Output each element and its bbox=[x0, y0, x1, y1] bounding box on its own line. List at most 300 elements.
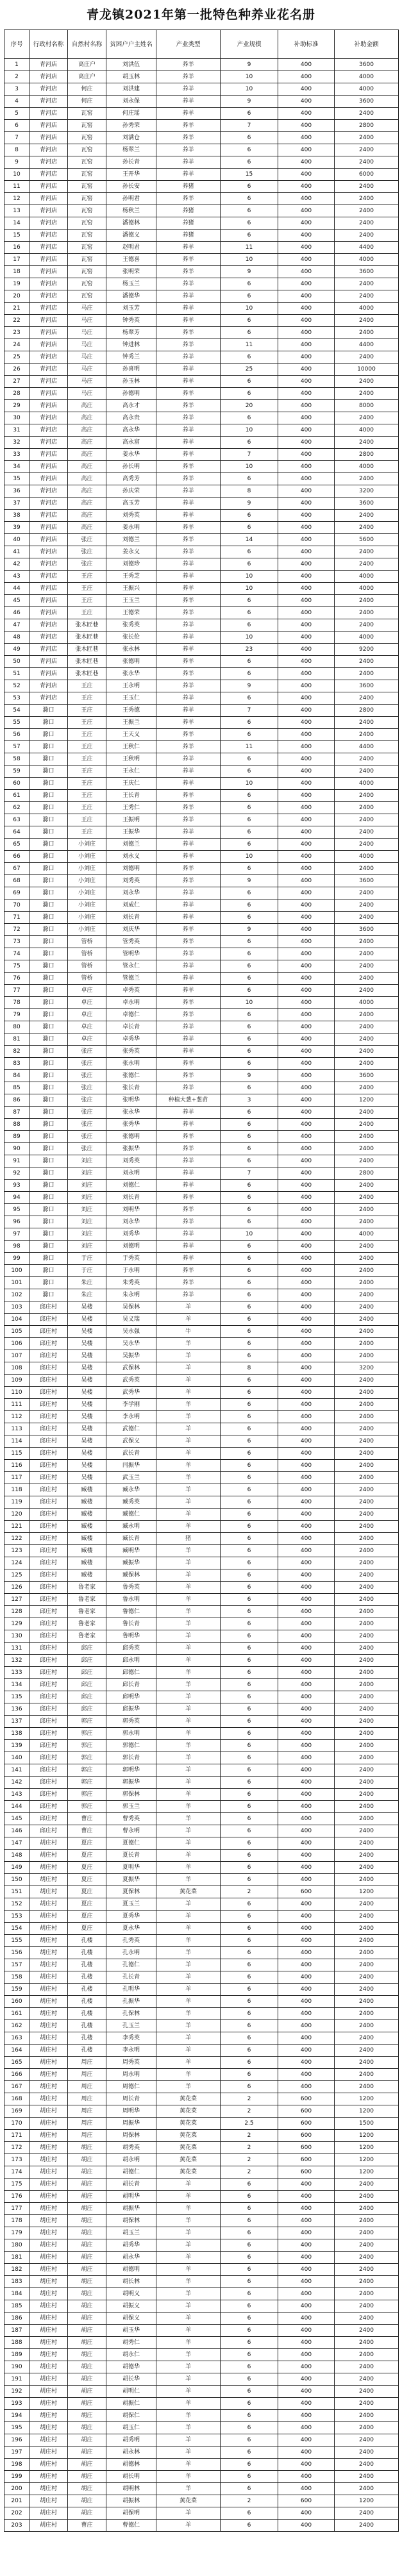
cell-index: 44 bbox=[4, 583, 29, 595]
cell-amount: 3600 bbox=[335, 59, 399, 71]
cell-village: 青河店 bbox=[29, 437, 68, 449]
cell-hamlet: 邱庄 bbox=[68, 1667, 106, 1679]
cell-scale: 6 bbox=[221, 437, 278, 449]
cell-scale: 6 bbox=[221, 2410, 278, 2422]
cell-type: 养羊 bbox=[156, 558, 221, 571]
cell-standard: 400 bbox=[278, 1021, 335, 1033]
cell-amount: 1200 bbox=[335, 2166, 399, 2179]
cell-household: 武秀华 bbox=[106, 1387, 156, 1399]
cell-scale: 6 bbox=[221, 1740, 278, 1752]
cell-scale: 6 bbox=[221, 765, 278, 778]
cell-scale: 6 bbox=[221, 985, 278, 997]
cell-standard: 400 bbox=[278, 315, 335, 327]
cell-index: 28 bbox=[4, 388, 29, 400]
cell-household: 胡德明 bbox=[106, 2264, 156, 2276]
cell-household: 卓长青 bbox=[106, 1021, 156, 1033]
cell-village: 胡庄村 bbox=[29, 2081, 68, 2093]
cell-village: 青河店 bbox=[29, 412, 68, 424]
cell-household: 吴振华 bbox=[106, 1350, 156, 1362]
cell-index: 82 bbox=[4, 1046, 29, 1058]
cell-type: 养羊 bbox=[156, 522, 221, 534]
cell-scale: 6 bbox=[221, 327, 278, 339]
cell-type: 养羊 bbox=[156, 339, 221, 351]
cell-village: 胡庄村 bbox=[29, 2069, 68, 2081]
cell-index: 200 bbox=[4, 2483, 29, 2495]
cell-household: 刘成仁 bbox=[106, 899, 156, 912]
cell-standard: 400 bbox=[278, 1582, 335, 1594]
table-row bbox=[4, 631, 399, 644]
cell-scale: 6 bbox=[221, 1618, 278, 1630]
cell-hamlet: 周庄 bbox=[68, 2130, 106, 2142]
cell-amount: 2400 bbox=[335, 1496, 399, 1509]
cell-amount: 2400 bbox=[335, 753, 399, 765]
cell-amount: 4000 bbox=[335, 778, 399, 790]
table-row bbox=[4, 217, 399, 230]
cell-household: 臧明华 bbox=[106, 1545, 156, 1557]
cell-amount: 2400 bbox=[335, 546, 399, 558]
cell-amount: 2400 bbox=[335, 1996, 399, 2008]
cell-village: 青河店 bbox=[29, 692, 68, 705]
cell-hamlet: 胡庄 bbox=[68, 2495, 106, 2507]
cell-household: 吴保林 bbox=[106, 1301, 156, 1314]
cell-scale: 6 bbox=[221, 2373, 278, 2386]
cell-amount: 2400 bbox=[335, 887, 399, 899]
cell-type: 羊 bbox=[156, 1338, 221, 1350]
cell-standard: 400 bbox=[278, 2483, 335, 2495]
table-row bbox=[4, 290, 399, 303]
cell-amount: 3600 bbox=[335, 96, 399, 108]
cell-type: 养羊 bbox=[156, 1241, 221, 1253]
cell-household: 郭永明 bbox=[106, 1728, 156, 1740]
cell-household: 郭德仁 bbox=[106, 1740, 156, 1752]
cell-standard: 400 bbox=[278, 2398, 335, 2410]
cell-type: 养羊 bbox=[156, 351, 221, 364]
cell-village: 胡庄村 bbox=[29, 2459, 68, 2471]
cell-scale: 6 bbox=[221, 802, 278, 814]
table-row bbox=[4, 266, 399, 278]
cell-scale: 6 bbox=[221, 1009, 278, 1021]
cell-village: 胡庄村 bbox=[29, 2105, 68, 2118]
cell-household: 夏长青 bbox=[106, 1850, 156, 1862]
cell-amount: 3600 bbox=[335, 1070, 399, 1082]
table-row bbox=[4, 2313, 399, 2325]
cell-household: 胡德华 bbox=[106, 2361, 156, 2373]
cell-scale: 9 bbox=[221, 59, 278, 71]
cell-standard: 400 bbox=[278, 1655, 335, 1667]
cell-standard: 400 bbox=[278, 1314, 335, 1326]
cell-index: 153 bbox=[4, 1911, 29, 1923]
table-row bbox=[4, 2008, 399, 2020]
cell-type: 养羊 bbox=[156, 851, 221, 863]
cell-amount: 2400 bbox=[335, 2325, 399, 2337]
cell-type: 养羊 bbox=[156, 376, 221, 388]
table-row bbox=[4, 498, 399, 510]
cell-hamlet: 邱庄 bbox=[68, 1679, 106, 1691]
cell-standard: 400 bbox=[278, 1521, 335, 1533]
cell-standard: 400 bbox=[278, 2373, 335, 2386]
cell-amount: 2400 bbox=[335, 2422, 399, 2434]
cell-amount: 2800 bbox=[335, 120, 399, 132]
cell-amount: 2400 bbox=[335, 1423, 399, 1435]
cell-standard: 400 bbox=[278, 1740, 335, 1752]
table-row bbox=[4, 1033, 399, 1046]
cell-scale: 15 bbox=[221, 169, 278, 181]
cell-hamlet: 胡庄 bbox=[68, 2215, 106, 2227]
cell-type: 羊 bbox=[156, 1594, 221, 1606]
cell-standard: 400 bbox=[278, 924, 335, 936]
cell-amount: 2400 bbox=[335, 2349, 399, 2361]
cell-standard: 400 bbox=[278, 1850, 335, 1862]
cell-type: 羊 bbox=[156, 2325, 221, 2337]
cell-standard: 400 bbox=[278, 388, 335, 400]
cell-hamlet: 吴楼 bbox=[68, 1314, 106, 1326]
cell-scale: 9 bbox=[221, 875, 278, 887]
cell-hamlet: 鲁老家 bbox=[68, 1594, 106, 1606]
cell-index: 20 bbox=[4, 290, 29, 303]
cell-scale: 6 bbox=[221, 2045, 278, 2057]
cell-amount: 2400 bbox=[335, 619, 399, 631]
cell-village: 胡庄村 bbox=[29, 2264, 68, 2276]
cell-scale: 6 bbox=[221, 290, 278, 303]
cell-type: 羊 bbox=[156, 1911, 221, 1923]
cell-village: 滁口 bbox=[29, 753, 68, 765]
cell-hamlet: 高庄 bbox=[68, 461, 106, 473]
cell-standard: 400 bbox=[278, 1058, 335, 1070]
cell-household: 武德仁 bbox=[106, 1423, 156, 1435]
cell-hamlet: 张庄 bbox=[68, 1131, 106, 1143]
cell-hamlet: 臧楼 bbox=[68, 1545, 106, 1557]
cell-hamlet: 孔楼 bbox=[68, 2008, 106, 2020]
cell-scale: 6 bbox=[221, 2520, 278, 2532]
cell-amount: 2400 bbox=[335, 1545, 399, 1557]
cell-type: 羊 bbox=[156, 1655, 221, 1667]
cell-scale: 6 bbox=[221, 205, 278, 217]
cell-hamlet: 胡庄 bbox=[68, 2361, 106, 2373]
cell-amount: 1500 bbox=[335, 2118, 399, 2130]
cell-village: 滁口 bbox=[29, 1204, 68, 1216]
cell-standard: 400 bbox=[278, 1094, 335, 1107]
cell-hamlet: 马庄 bbox=[68, 327, 106, 339]
cell-standard: 400 bbox=[278, 2045, 335, 2057]
cell-household: 刘长青 bbox=[106, 912, 156, 924]
cell-index: 59 bbox=[4, 765, 29, 778]
cell-index: 129 bbox=[4, 1618, 29, 1630]
cell-type: 养羊 bbox=[156, 108, 221, 120]
cell-amount: 2400 bbox=[335, 2276, 399, 2288]
cell-village: 滁口 bbox=[29, 1155, 68, 1167]
cell-standard: 400 bbox=[278, 1399, 335, 1411]
table-row bbox=[4, 534, 399, 546]
cell-hamlet: 刘庄 bbox=[68, 1155, 106, 1167]
cell-amount: 2400 bbox=[335, 1009, 399, 1021]
cell-household: 李学刚 bbox=[106, 1399, 156, 1411]
cell-index: 105 bbox=[4, 1326, 29, 1338]
cell-scale: 6 bbox=[221, 1435, 278, 1448]
table-row bbox=[4, 2045, 399, 2057]
cell-standard: 400 bbox=[278, 1764, 335, 1777]
cell-index: 182 bbox=[4, 2264, 29, 2276]
cell-hamlet: 瓦窑 bbox=[68, 254, 106, 266]
table-row bbox=[4, 1155, 399, 1167]
cell-village: 胡庄村 bbox=[29, 2118, 68, 2130]
cell-standard: 400 bbox=[278, 327, 335, 339]
cell-index: 138 bbox=[4, 1728, 29, 1740]
cell-hamlet: 郭庄 bbox=[68, 1716, 106, 1728]
cell-index: 176 bbox=[4, 2191, 29, 2203]
table-row bbox=[4, 1265, 399, 1277]
cell-scale: 6 bbox=[221, 1752, 278, 1764]
cell-standard: 400 bbox=[278, 778, 335, 790]
cell-index: 81 bbox=[4, 1033, 29, 1046]
cell-amount: 2400 bbox=[335, 985, 399, 997]
cell-scale: 6 bbox=[221, 1874, 278, 1886]
cell-scale: 6 bbox=[221, 1277, 278, 1289]
cell-scale: 6 bbox=[221, 1509, 278, 1521]
cell-scale: 9 bbox=[221, 924, 278, 936]
table-row bbox=[4, 1862, 399, 1874]
table-row bbox=[4, 1533, 399, 1545]
cell-type: 养羊 bbox=[156, 1265, 221, 1277]
cell-village: 胡庄村 bbox=[29, 2154, 68, 2166]
cell-scale: 10 bbox=[221, 778, 278, 790]
cell-index: 120 bbox=[4, 1509, 29, 1521]
cell-type: 养羊 bbox=[156, 1216, 221, 1228]
cell-standard: 400 bbox=[278, 1533, 335, 1545]
cell-household: 刘秀华 bbox=[106, 1228, 156, 1241]
cell-index: 111 bbox=[4, 1399, 29, 1411]
cell-scale: 10 bbox=[221, 71, 278, 83]
cell-hamlet: 周庄 bbox=[68, 2069, 106, 2081]
cell-household: 朱秀英 bbox=[106, 1277, 156, 1289]
cell-amount: 2400 bbox=[335, 1387, 399, 1399]
cell-type: 羊 bbox=[156, 2227, 221, 2239]
cell-scale: 6 bbox=[221, 2313, 278, 2325]
cell-scale: 2 bbox=[221, 2495, 278, 2507]
table-row bbox=[4, 802, 399, 814]
cell-village: 滁口 bbox=[29, 814, 68, 826]
cell-type: 羊 bbox=[156, 1582, 221, 1594]
table-row bbox=[4, 254, 399, 266]
cell-standard: 400 bbox=[278, 741, 335, 753]
cell-amount: 1200 bbox=[335, 1094, 399, 1107]
cell-standard: 400 bbox=[278, 863, 335, 875]
cell-hamlet: 鲁老家 bbox=[68, 1618, 106, 1630]
cell-hamlet: 鲁老家 bbox=[68, 1582, 106, 1594]
cell-amount: 2400 bbox=[335, 2215, 399, 2227]
cell-index: 135 bbox=[4, 1691, 29, 1703]
cell-type: 养羊 bbox=[156, 315, 221, 327]
cell-scale: 6 bbox=[221, 2191, 278, 2203]
cell-scale: 6 bbox=[221, 1033, 278, 1046]
cell-standard: 400 bbox=[278, 1082, 335, 1094]
cell-scale: 6 bbox=[221, 863, 278, 875]
cell-household: 王振兴 bbox=[106, 583, 156, 595]
table-row bbox=[4, 1801, 399, 1813]
cell-index: 152 bbox=[4, 1898, 29, 1911]
cell-index: 183 bbox=[4, 2276, 29, 2288]
cell-index: 80 bbox=[4, 1021, 29, 1033]
cell-hamlet: 邱庄 bbox=[68, 1655, 106, 1667]
cell-village: 滁口 bbox=[29, 875, 68, 887]
cell-hamlet: 吴楼 bbox=[68, 1411, 106, 1423]
cell-scale: 8 bbox=[221, 485, 278, 498]
table-row bbox=[4, 1618, 399, 1630]
cell-household: 刘玉芳 bbox=[106, 303, 156, 315]
cell-index: 56 bbox=[4, 729, 29, 741]
table-row bbox=[4, 2410, 399, 2422]
cell-index: 171 bbox=[4, 2130, 29, 2142]
cell-scale: 6 bbox=[221, 2215, 278, 2227]
cell-scale: 6 bbox=[221, 2227, 278, 2239]
cell-scale: 6 bbox=[221, 1058, 278, 1070]
cell-village: 青河店 bbox=[29, 193, 68, 205]
cell-standard: 400 bbox=[278, 339, 335, 351]
cell-village: 滁口 bbox=[29, 1107, 68, 1119]
cell-type: 黄花菜 bbox=[156, 2130, 221, 2142]
cell-hamlet: 胡庄 bbox=[68, 2288, 106, 2300]
cell-hamlet: 刘庄 bbox=[68, 1204, 106, 1216]
table-row bbox=[4, 2154, 399, 2166]
cell-household: 张永华 bbox=[106, 1107, 156, 1119]
cell-amount: 2400 bbox=[335, 1630, 399, 1643]
cell-household: 郭长青 bbox=[106, 1752, 156, 1764]
cell-standard: 400 bbox=[278, 1448, 335, 1460]
cell-type: 羊 bbox=[156, 1350, 221, 1362]
cell-village: 滁口 bbox=[29, 1289, 68, 1301]
cell-standard: 400 bbox=[278, 2349, 335, 2361]
cell-scale: 6 bbox=[221, 1387, 278, 1399]
cell-hamlet: 王庄 bbox=[68, 765, 106, 778]
cell-amount: 2400 bbox=[335, 1825, 399, 1837]
cell-village: 胡庄村 bbox=[29, 1850, 68, 1862]
cell-index: 109 bbox=[4, 1375, 29, 1387]
cell-household: 武秀英 bbox=[106, 1375, 156, 1387]
cell-village: 滁口 bbox=[29, 887, 68, 899]
cell-household: 王开华 bbox=[106, 169, 156, 181]
cell-standard: 400 bbox=[278, 1033, 335, 1046]
cell-household: 胡振林 bbox=[106, 2495, 156, 2507]
cell-amount: 4000 bbox=[335, 83, 399, 96]
cell-standard: 400 bbox=[278, 437, 335, 449]
cell-household: 刘德仁 bbox=[106, 1180, 156, 1192]
cell-standard: 400 bbox=[278, 1728, 335, 1740]
cell-index: 9 bbox=[4, 156, 29, 169]
cell-type: 养羊 bbox=[156, 790, 221, 802]
cell-amount: 2400 bbox=[335, 1862, 399, 1874]
cell-hamlet: 刘庄 bbox=[68, 1192, 106, 1204]
cell-standard: 400 bbox=[278, 1423, 335, 1435]
cell-village: 胡庄村 bbox=[29, 2313, 68, 2325]
cell-village: 邱庄村 bbox=[29, 1740, 68, 1752]
cell-scale: 6 bbox=[221, 2264, 278, 2276]
cell-standard: 400 bbox=[278, 534, 335, 546]
cell-village: 胡庄村 bbox=[29, 2130, 68, 2142]
cell-scale: 6 bbox=[221, 2288, 278, 2300]
cell-household: 鲁明华 bbox=[106, 1630, 156, 1643]
table-row bbox=[4, 2483, 399, 2495]
cell-hamlet: 小刘庄 bbox=[68, 875, 106, 887]
cell-household: 邱长青 bbox=[106, 1679, 156, 1691]
cell-index: 64 bbox=[4, 826, 29, 839]
table-row bbox=[4, 2434, 399, 2446]
cell-village: 胡庄村 bbox=[29, 2045, 68, 2057]
cell-standard: 400 bbox=[278, 985, 335, 997]
table-row bbox=[4, 2142, 399, 2154]
cell-standard: 400 bbox=[278, 1862, 335, 1874]
cell-standard: 400 bbox=[278, 1996, 335, 2008]
cell-hamlet: 瓦窑 bbox=[68, 193, 106, 205]
cell-hamlet: 卓庄 bbox=[68, 1009, 106, 1021]
cell-household: 鲁永明 bbox=[106, 1594, 156, 1606]
cell-household: 张振华 bbox=[106, 1143, 156, 1155]
table-row bbox=[4, 522, 399, 534]
cell-hamlet: 王庄 bbox=[68, 814, 106, 826]
cell-index: 10 bbox=[4, 169, 29, 181]
cell-scale: 6 bbox=[221, 1716, 278, 1728]
cell-index: 122 bbox=[4, 1533, 29, 1545]
cell-standard: 400 bbox=[278, 144, 335, 156]
cell-type: 养羊 bbox=[156, 364, 221, 376]
table-row bbox=[4, 2386, 399, 2398]
cell-household: 吴永华 bbox=[106, 1338, 156, 1350]
cell-amount: 2400 bbox=[335, 2008, 399, 2020]
cell-standard: 400 bbox=[278, 1350, 335, 1362]
col-header-village: 行政村名称 bbox=[29, 30, 68, 59]
cell-type: 养猪 bbox=[156, 230, 221, 242]
cell-type: 羊 bbox=[156, 2264, 221, 2276]
table-row bbox=[4, 826, 399, 839]
cell-amount: 4000 bbox=[335, 997, 399, 1009]
table-row bbox=[4, 2252, 399, 2264]
cell-scale: 6 bbox=[221, 936, 278, 948]
cell-amount: 8000 bbox=[335, 400, 399, 412]
cell-household: 王秋明 bbox=[106, 753, 156, 765]
cell-type: 羊 bbox=[156, 1923, 221, 1935]
cell-standard: 400 bbox=[278, 266, 335, 278]
cell-type: 羊 bbox=[156, 2410, 221, 2422]
cell-standard: 400 bbox=[278, 1180, 335, 1192]
cell-type: 羊 bbox=[156, 1362, 221, 1375]
cell-amount: 2400 bbox=[335, 278, 399, 290]
cell-household: 王秋仁 bbox=[106, 741, 156, 753]
cell-village: 邱庄村 bbox=[29, 1387, 68, 1399]
cell-scale: 6 bbox=[221, 1728, 278, 1740]
cell-village: 青河店 bbox=[29, 278, 68, 290]
cell-scale: 6 bbox=[221, 193, 278, 205]
cell-standard: 400 bbox=[278, 2239, 335, 2252]
cell-amount: 2400 bbox=[335, 1143, 399, 1155]
cell-hamlet: 高庄 bbox=[68, 424, 106, 437]
cell-index: 106 bbox=[4, 1338, 29, 1350]
cell-scale: 10 bbox=[221, 461, 278, 473]
cell-amount: 4000 bbox=[335, 424, 399, 437]
cell-household: 孙喜明 bbox=[106, 364, 156, 376]
cell-hamlet: 周庄 bbox=[68, 2093, 106, 2105]
cell-hamlet: 胡庄 bbox=[68, 2276, 106, 2288]
cell-amount: 1200 bbox=[335, 2093, 399, 2105]
cell-household: 张秀华 bbox=[106, 1119, 156, 1131]
cell-village: 胡庄村 bbox=[29, 2239, 68, 2252]
cell-type: 羊 bbox=[156, 1423, 221, 1435]
cell-scale: 6 bbox=[221, 217, 278, 230]
cell-scale: 6 bbox=[221, 2069, 278, 2081]
cell-scale: 25 bbox=[221, 364, 278, 376]
cell-household: 高永华 bbox=[106, 424, 156, 437]
cell-household: 胡永仁 bbox=[106, 2349, 156, 2361]
table-row bbox=[4, 1399, 399, 1411]
cell-village: 邱庄村 bbox=[29, 1423, 68, 1435]
cell-index: 131 bbox=[4, 1643, 29, 1655]
